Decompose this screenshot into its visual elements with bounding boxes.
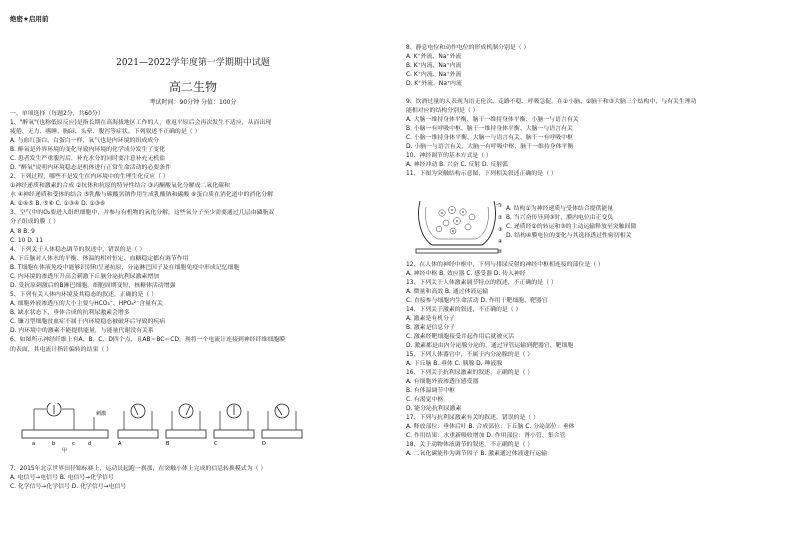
right-line: 14、下列关于激素的叙述，不正确的是（ ）	[406, 307, 522, 313]
exam-info: 考试时间：90分钟 分值：100分	[149, 99, 237, 106]
right-line: C. K⁺内流、Na⁺外流	[406, 72, 462, 78]
right-line: B. 有体温调节中枢	[406, 388, 456, 394]
left-line: 一、单项选择（每题2分，共60分）	[10, 111, 104, 117]
right-line: D. K⁺外流、Na⁺内流	[406, 81, 462, 87]
left-line: A. ②④⑤ B. ⑤⑥ C. ①③④ D. ①③⑥	[10, 201, 106, 207]
right-line: C. 小脑一维持身体平衡、大脑一与语言有关、脑干一有呼吸中枢	[406, 135, 573, 141]
fig6-label-a: a	[32, 441, 36, 447]
right-line: C. 直接参与细胞内生命活动 D. 作用于靶细胞、靶器官	[406, 298, 548, 304]
right-line: A. 微量和高效 B. 通过体液运输	[406, 289, 489, 295]
subject-title: 高二生物	[168, 80, 217, 94]
left-line: B. 缺水状态下，垂体合成的抗利尿激素会增多	[10, 310, 130, 316]
left-line: C. 内环境的渗透压升高会刺激下丘脑分泌抗利尿激素增加	[10, 274, 160, 280]
exam-title: 2021—2022学年度第一学期期中试题	[116, 58, 270, 68]
left-line: C. 患者发生严重腹泻后，补充水分的同时要注意补充无机盐	[10, 156, 166, 162]
left-line: D. "醉氧"说明内环境稳态是机体进行正常生命活动的必要条件	[10, 165, 171, 171]
right-line: C. 递质经②的转运和③的主动运输释放至突触间隙	[506, 224, 637, 230]
left-line: 6、如图所示神经纤维上有A、B、C、D四个点，且AB＝BC＝CD，现将一个电流计连接到神经纤维细胞膜	[10, 337, 285, 343]
fig6-caption: 甲	[62, 448, 68, 453]
right-line: D. 结构④膜电位的变化与其选择透过性密切相关	[506, 233, 632, 239]
left-line: C. 化学信号→化学信号 D. 化学信号→电信号	[10, 484, 127, 490]
svg-text:B: B	[166, 441, 170, 447]
left-line: A. 电信号→电信号 B. 电信号→化学信号	[10, 475, 114, 481]
right-line: B. K⁺内流、Na⁺内流	[406, 63, 462, 69]
right-line: D. 能分泌抗利尿激素	[406, 406, 462, 412]
left-line: A. 细胞外液渗透压的大小主要与HCO₃⁻、HPO₄²⁻含量有关	[10, 301, 163, 307]
left-line: 5、下列有关人体内环境及其稳态的叙述，正确的是（ ）	[10, 292, 157, 298]
q6-panel-a	[22, 403, 108, 453]
figure-q6-nerve-fibers	[14, 403, 314, 453]
svg-text:D: D	[262, 441, 266, 447]
right-line: A. 有细胞外液渗透压感受器	[406, 379, 479, 385]
right-line: D. 激素都是由内分泌腺分泌的，通过导管运输到靶器官、靶细胞	[406, 343, 574, 349]
right-line: B. 小脑一有呼吸中枢、脑干一维持身体平衡、大脑一与语言有关	[406, 126, 573, 132]
left-line: A. 8 B. 9	[10, 229, 35, 235]
left-line: B. T细胞在体液免疫中能够识别和呈递抗原，分泌淋巴因子及在细胞免疫中形成记忆细胞	[10, 265, 240, 271]
right-line: A. 神经冲动 B. 兴奋 C. 反射 D. 反射弧	[406, 162, 509, 168]
left-line: 7、2015年北京世界田径锦标赛上，运动员起跑一刹那，在突触小体上完成的信息转换模式为（ ）	[10, 466, 267, 472]
left-line: 3、空气中的O₂要进入组织细胞中，并参与有机物的氧化分解，这些氧分子至少需要通过几层由磷脂双	[10, 210, 275, 216]
left-line: A. 与血红蛋白、白蛋白一样，氧气也是内环境的组成成分	[10, 138, 160, 144]
right-line: A. 释放部位：垂体后叶 B. 合成部位：下丘脑 C. 分泌部位：垂体	[406, 424, 575, 430]
left-line: D. 受抗原刺激后的B淋巴细胞，细胞周期变短，核糖体活动增强	[10, 283, 176, 289]
left-line: 水 ④神经递质和受体的结合 ⑤乳酸与碳酸氢钠作用生成乳酸钠和碳酸 ⑥蛋白质在消化道中的消化分解	[10, 192, 273, 198]
right-line: A. 大脑一维持身体平衡、脑干一维持身体平衡、小脑一与语言有关	[406, 117, 579, 123]
right-line: A. 二氧化碳能作为调节因子 B. 激素通过体液进行运输	[406, 451, 548, 457]
right-line: 15、下列人体器官中，不属于内分泌腺的是（ ）	[406, 352, 534, 358]
fig11-label-5: ⑤	[498, 249, 503, 255]
right-line: A. 下丘脑 B. 垂体 C. 胰腺 D. 唾液腺	[406, 361, 503, 367]
right-line: D. 小脑一与语言有关、大脑一有呼吸中枢、脑干一维持身体平衡	[406, 144, 574, 150]
left-line: 疲倦、无力、嗜睡、胸闷、头晕、腹泻等症状。下列叙述不正确的是（ ）	[10, 129, 201, 135]
svg-text:刺激: 刺激	[96, 411, 107, 417]
fig6-label-c: c	[72, 441, 75, 447]
left-line: B. 醉氧是外界环境的变化导致内环境的化学成分发生了变化	[10, 147, 166, 153]
right-line: B. 激素是信息分子	[406, 325, 456, 331]
fig11-label-3: ③	[498, 227, 503, 233]
right-line: A. K⁺外流、Na⁺外流	[406, 54, 462, 60]
right-line: 10、神经调节的基本方式是（ ）	[406, 153, 492, 159]
q6-panel-options	[118, 404, 302, 447]
right-line: 13、下列关于人体激素调节特点的叙述，不正确的是（ ）	[406, 280, 557, 286]
left-line: D. 内环境中的激素不能提供能量，与能量代谢没有关系	[10, 328, 154, 334]
right-line: 能相对应的结构分别是（ ）	[406, 108, 479, 114]
right-line: A. 激素是有机分子	[406, 316, 455, 322]
right-line: 8、静息电位和动作电位的形成机制分别是（ ）	[406, 45, 530, 51]
right-line: B. 当兴奋传导到③时，膜内电位由正变负	[506, 215, 614, 221]
right-line: C. 作用结果：水重新吸收增加 D. 作用部位：肾小管、集合管	[406, 433, 566, 439]
left-line: ①神经递质和激素的合成 ②抗体和抗原的特异性结合 ③丙酮酸氧化分解成二氧化碳和	[10, 183, 230, 189]
right-line: 12、在人体的神经中枢中，下列与排尿反射的神经中枢相连接的部位是（ ）	[406, 262, 604, 268]
right-line: A. 结构①为神经递质与受体结合提供能量	[506, 206, 614, 212]
fig11-label-4: ④	[498, 239, 503, 245]
right-line: 17、下列与抗利尿激素有关的叙述，错误的是（ ）	[406, 415, 540, 421]
right-line: A. 神经中枢 B. 效应器 C. 感受器 D. 传入神经	[406, 271, 526, 277]
left-line: C. 10 D. 11	[10, 238, 44, 244]
right-line: C. 激素经靶细胞接受并起作用后就被灭活	[406, 334, 514, 340]
left-line: C. 镰刀型细胞贫血症不属于内环境稳态被破坏后导致的疾病	[10, 319, 166, 325]
fig11-label-1: ①	[498, 203, 503, 209]
svg-text:A: A	[118, 441, 122, 447]
left-line: 1、"醉氧"(也称低原反应)是指长期在高海拔地区工作的人，重返平原后会再次发生不适应，从而出现	[10, 120, 272, 126]
figure-q11-synapse	[412, 197, 504, 257]
svg-text:C: C	[214, 441, 218, 447]
right-line: 16、下列关于抗利尿激素的叙述，正确的是（ ）	[406, 370, 534, 376]
left-line: 的表面，其电流计指针偏转的结果（ ）	[10, 347, 113, 353]
fig6-label-b: b	[52, 441, 56, 447]
right-line: 11、下图为突触结构示意图，下列相关叙述正确的是（ ）	[406, 171, 557, 177]
left-line: 4、下列关于人体稳态调节的叙述中，错误的是（ ）	[10, 247, 146, 253]
left-line: 2、下列过程，哪些不是发生在内环境中的生理生化反应（ ）	[10, 174, 169, 180]
fig11-label-2: ②	[498, 215, 503, 221]
right-line: 18、关于动物体液调节的叙述，不正确的是（ ）	[406, 442, 534, 448]
right-line: 9、饮酒过量的人表现为语无伦次、走路不稳、呼吸急促。在①小脑、②脑干和③大脑三个结构中，与有关生理功	[406, 99, 697, 105]
right-line: C. 有渴觉中枢	[406, 397, 444, 403]
left-line: A. 下丘脑对人体水的平衡、体温的相对恒定、血糖稳定都有调节作用	[10, 256, 189, 262]
left-line: 分子组成的膜（ ）	[10, 219, 59, 225]
secret-label: 绝密★启用前	[10, 15, 49, 23]
fig6-label-d: d	[88, 441, 92, 447]
